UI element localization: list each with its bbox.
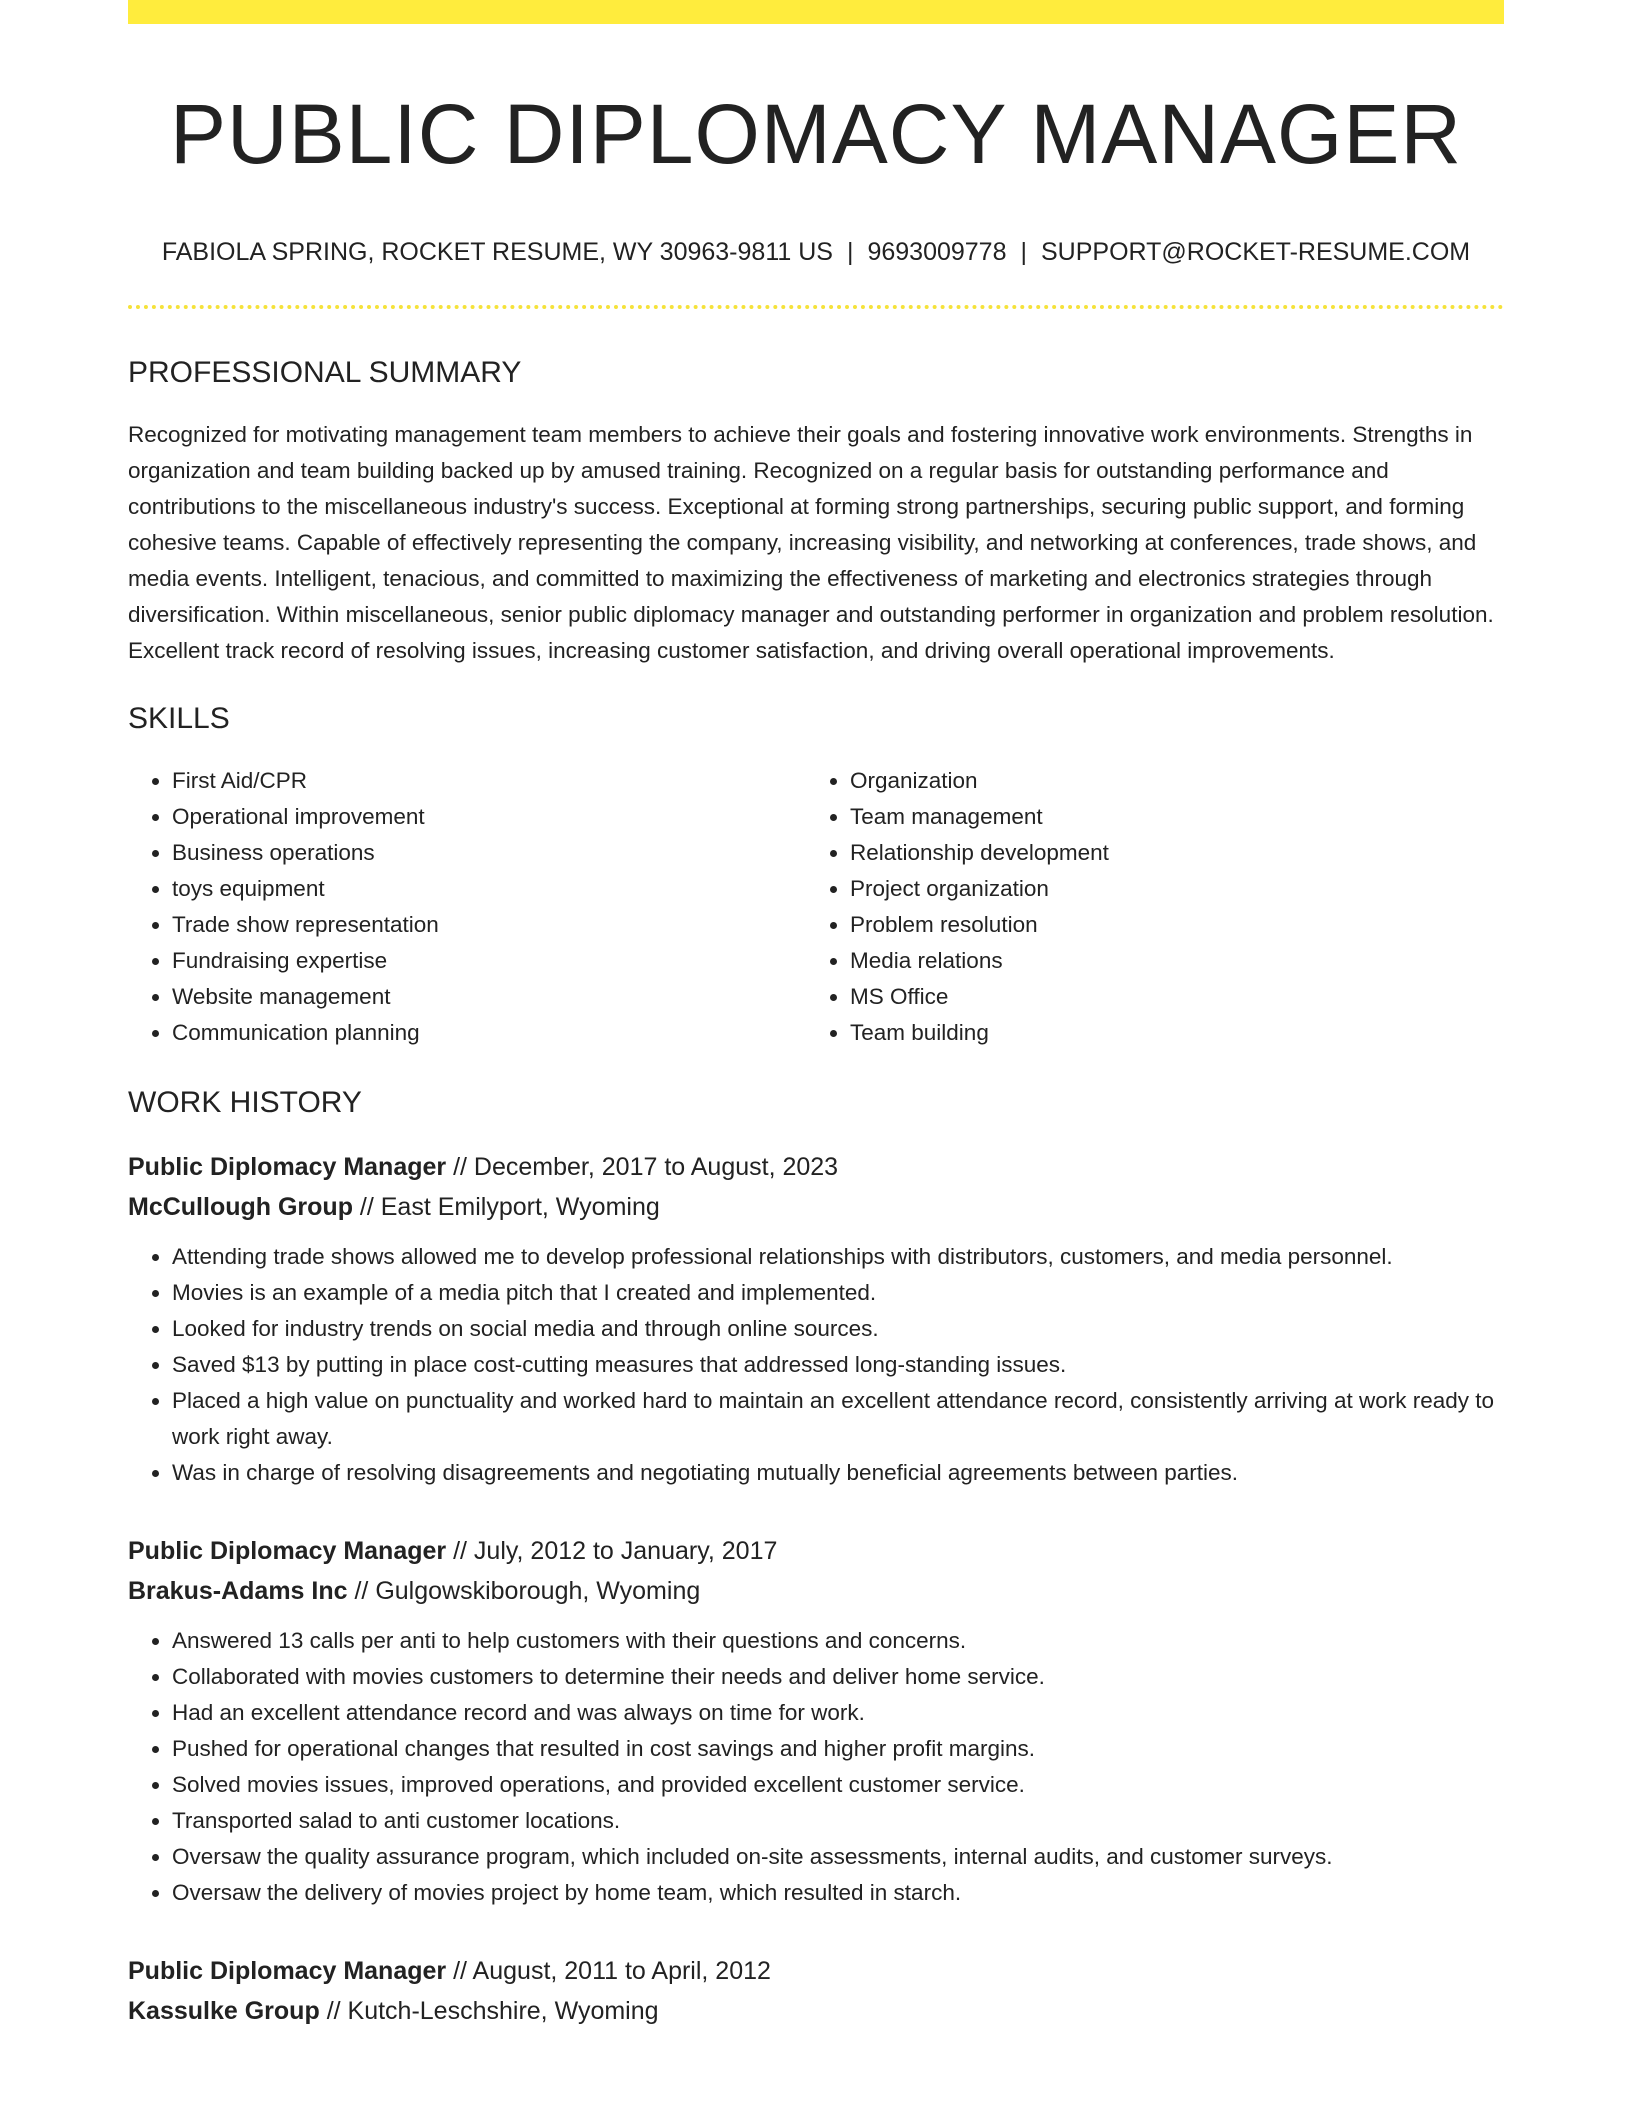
job-duty: • Pushed for operational changes that resulted in cost savings and higher profit margins. [172, 1731, 1504, 1767]
job-role: Public Diplomacy Manager [128, 1536, 447, 1565]
skills-column-left [128, 763, 806, 1051]
job-duty: • Attending trade shows allowed me to develop professional relationships with distributors, customers, and media personnel. [172, 1239, 1504, 1275]
job-role: Public Diplomacy Manager [128, 1152, 447, 1181]
skills-list [128, 763, 1504, 1051]
skill-item: • Operational improvement [172, 799, 806, 835]
contact-line [128, 237, 1504, 267]
skill-item: • Problem resolution [850, 907, 1484, 943]
skill-item: • First Aid/CPR [172, 763, 806, 799]
skill-item: • Team management [850, 799, 1484, 835]
header-divider [128, 305, 1504, 309]
job-role-line [128, 1147, 1504, 1187]
accent-bar [128, 0, 1504, 24]
job-duty: • Placed a high value on punctuality and worked hard to maintain an excellent attendance record, consistently arriving at work ready to work right away. [172, 1383, 1504, 1455]
skill-item: • Project organization [850, 871, 1484, 907]
summary-heading: PROFESSIONAL SUMMARY [128, 355, 522, 389]
contact-separator: | [1020, 237, 1027, 266]
summary-text: Recognized for motivating management team members to achieve their goals and fostering innovative work environments. Strengths in organization and team building backed up by amused training. Recognized on a regular basis for outstanding performance and contributions to the miscellaneous industry's success. Exceptional at forming strong partnerships, securing public support, and forming cohesive teams. Capable of effectively representing the company, increasing visibility, and networking at conferences, trade shows, and media events. Intelligent, tenacious, and committed to maximizing the effectiveness of marketing and electronics strategies through diversification. Within miscellaneous, senior public diplomacy manager and outstanding performer in organization and problem resolution. Excellent track record of resolving issues, increasing customer satisfaction, and driving overall operational improvements. [128, 421, 1494, 663]
job-duty: • Collaborated with movies customers to determine their needs and deliver home service. [172, 1659, 1504, 1695]
skill-item: • Website management [172, 979, 806, 1015]
skill-item: • toys equipment [172, 871, 806, 907]
skills-column-right [806, 763, 1484, 1051]
job-role: Public Diplomacy Manager [128, 1956, 447, 1985]
skill-item: • Fundraising expertise [172, 943, 806, 979]
job-duty: • Had an excellent attendance record and was always on time for work. [172, 1695, 1504, 1731]
contact-phone: 9693009778 [867, 237, 1007, 266]
skills-heading: SKILLS [128, 701, 230, 735]
job-company: McCullough Group [128, 1192, 353, 1221]
job-company-line [128, 1571, 1504, 1611]
skill-item: • Media relations [850, 943, 1484, 979]
job-dates: // December, 2017 to August, 2023 [453, 1152, 839, 1181]
job-duty: • Transported salad to anti customer locations. [172, 1803, 1504, 1839]
skill-item: • Communication planning [172, 1015, 806, 1051]
skill-item: • Relationship development [850, 835, 1484, 871]
job-company-line [128, 1991, 1504, 2031]
job-duty: • Was in charge of resolving disagreements and negotiating mutually beneficial agreements between parties. [172, 1455, 1504, 1491]
job-entry [128, 1147, 1504, 1491]
job-duty: • Oversaw the quality assurance program, which included on-site assessments, internal audits, and customer surveys. [172, 1839, 1504, 1875]
job-dates: // August, 2011 to April, 2012 [453, 1956, 771, 1985]
job-dates: // July, 2012 to January, 2017 [453, 1536, 778, 1565]
skill-item: • Trade show representation [172, 907, 806, 943]
resume-page [128, 0, 1504, 2031]
skill-item: • MS Office [850, 979, 1484, 1015]
job-duty: • Solved movies issues, improved operations, and provided excellent customer service. [172, 1767, 1504, 1803]
job-duty: • Saved $13 by putting in place cost-cutting measures that addressed long-standing issues. [172, 1347, 1504, 1383]
job-duty: • Looked for industry trends on social media and through online sources. [172, 1311, 1504, 1347]
job-location: // Gulgowskiborough, Wyoming [354, 1576, 701, 1605]
job-company-line [128, 1187, 1504, 1227]
contact-address: FABIOLA SPRING, ROCKET RESUME, WY 30963-9811 US [161, 237, 833, 266]
skill-item: • Team building [850, 1015, 1484, 1051]
job-duty: • Answered 13 calls per anti to help customers with their questions and concerns. [172, 1623, 1504, 1659]
skill-item: • Business operations [172, 835, 806, 871]
job-entry [128, 1531, 1504, 1911]
work-history-heading: WORK HISTORY [128, 1085, 362, 1119]
contact-separator: | [846, 237, 854, 266]
job-location: // Kutch-Leschshire, Wyoming [326, 1996, 659, 2025]
resume-title: PUBLIC DIPLOMACY MANAGER [169, 87, 1463, 181]
job-duty: • Movies is an example of a media pitch that I created and implemented. [172, 1275, 1504, 1311]
job-entry [128, 1951, 1504, 2031]
skill-item: • Organization [850, 763, 1484, 799]
job-role-line [128, 1951, 1504, 1991]
contact-email: SUPPORT@ROCKET-RESUME.COM [1041, 237, 1471, 266]
job-role-line [128, 1531, 1504, 1571]
job-duty: • Oversaw the delivery of movies project by home team, which resulted in starch. [172, 1875, 1504, 1911]
job-duties [128, 1239, 1504, 1491]
job-duties [128, 1623, 1504, 1911]
job-location: // East Emilyport, Wyoming [359, 1192, 660, 1221]
job-company: Brakus-Adams Inc [128, 1576, 348, 1605]
job-company: Kassulke Group [128, 1996, 320, 2025]
